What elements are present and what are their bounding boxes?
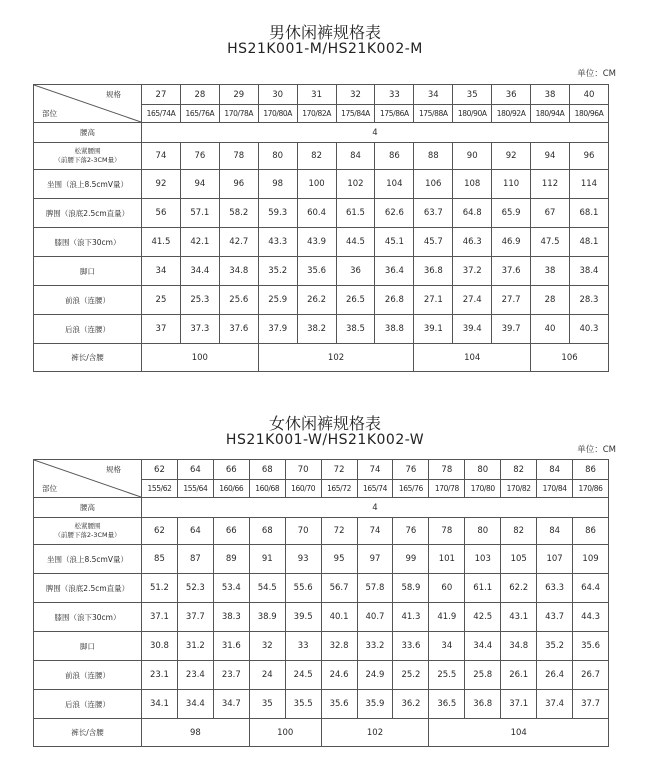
value-cell: 57.8 [357,574,393,603]
value-cell: 42.7 [219,228,258,257]
value-cell: 25.8 [465,661,501,690]
value-cell: 37.4 [537,690,573,719]
value-cell: 38.3 [213,603,249,632]
value-cell: 102 [336,170,375,199]
value-cell: 106 [414,170,453,199]
value-cell: 34.7 [213,690,249,719]
length-group-cell: 100 [142,344,259,372]
value-cell: 92 [142,170,181,199]
value-cell: 24.9 [357,661,393,690]
value-cell: 37 [142,315,181,344]
row-label: 前浪（连腰） [34,661,142,690]
value-cell: 37.1 [501,690,537,719]
size-header-cell: 27 [142,85,181,105]
length-group-cell: 100 [249,719,321,747]
value-cell: 35 [249,690,285,719]
size-header-cell: 80 [465,460,501,480]
value-cell: 37.1 [142,603,178,632]
value-cell: 61.1 [465,574,501,603]
value-cell: 90 [453,143,492,170]
row-label: 裤长/含腰 [34,344,142,372]
value-cell: 39.1 [414,315,453,344]
value-cell: 40.7 [357,603,393,632]
table-row [34,690,609,719]
value-cell: 34.4 [465,632,501,661]
value-cell: 24.5 [285,661,321,690]
value-cell: 39.4 [453,315,492,344]
value-cell: 36.8 [465,690,501,719]
value-cell: 108 [453,170,492,199]
value-cell: 23.7 [213,661,249,690]
size-code-cell: 165/76A [180,105,219,123]
value-cell: 43.3 [258,228,297,257]
value-cell: 72 [321,518,357,545]
value-cell: 46.3 [453,228,492,257]
size-header-cell: 30 [258,85,297,105]
corner-part-label: 部位 [42,484,57,493]
value-cell: 82 [501,518,537,545]
value-cell: 52.3 [177,574,213,603]
size-code-cell: 175/84A [336,105,375,123]
value-cell: 30.8 [142,632,178,661]
value-cell: 42.5 [465,603,501,632]
value-cell: 59.3 [258,199,297,228]
size-header-cell: 84 [537,460,573,480]
men-unit-label: 单位：CM [577,69,616,79]
value-cell: 74 [357,518,393,545]
value-cell: 34 [429,632,465,661]
row-label: 脾围（浪底2.5cm直量） [34,574,142,603]
value-cell: 87 [177,545,213,574]
size-code-cell: 180/90A [453,105,492,123]
value-cell: 25.2 [393,661,429,690]
value-cell: 26.1 [501,661,537,690]
value-cell: 41.3 [393,603,429,632]
value-cell: 107 [537,545,573,574]
value-cell: 40.1 [321,603,357,632]
value-cell: 68 [249,518,285,545]
value-cell: 58.2 [219,199,258,228]
value-cell: 40.3 [569,315,608,344]
value-cell: 37.7 [573,690,609,719]
value-cell: 66 [213,518,249,545]
men-chart-subtitle: HS21K001-M/HS21K002-M [227,41,423,57]
value-cell: 24 [249,661,285,690]
size-code-cell: 160/70 [285,480,321,498]
value-cell: 37.6 [219,315,258,344]
value-cell: 36.4 [375,257,414,286]
value-cell: 38.9 [249,603,285,632]
value-cell: 34.8 [219,257,258,286]
value-cell: 35.6 [297,257,336,286]
value-cell: 38.8 [375,315,414,344]
value-cell: 40 [531,315,570,344]
value-cell: 36.5 [429,690,465,719]
header-corner-cell [34,460,142,498]
value-cell: 45.7 [414,228,453,257]
size-header-cell: 86 [573,460,609,480]
table-row [34,603,609,632]
value-cell: 48.1 [569,228,608,257]
value-cell: 27.1 [414,286,453,315]
value-cell: 36.2 [393,690,429,719]
size-code-cell: 165/76 [393,480,429,498]
size-header-cell: 64 [177,460,213,480]
size-code-cell: 170/78 [429,480,465,498]
size-code-cell: 155/64 [177,480,213,498]
rise-value-cell: 4 [142,498,609,518]
size-header-cell: 72 [321,460,357,480]
value-cell: 37.6 [492,257,531,286]
size-code-cell: 180/94A [531,105,570,123]
women-unit-label: 单位：CM [577,445,616,455]
corner-part-label: 部位 [42,109,57,118]
length-group-cell: 104 [414,344,531,372]
size-code-cell: 165/74 [357,480,393,498]
value-cell: 67 [531,199,570,228]
value-cell: 25 [142,286,181,315]
value-cell: 89 [213,545,249,574]
size-header-cell: 40 [569,85,608,105]
row-label: 膝围（浪下30cm） [34,228,142,257]
value-cell: 101 [429,545,465,574]
size-header-cell: 76 [393,460,429,480]
size-code-cell: 170/80A [258,105,297,123]
value-cell: 32.8 [321,632,357,661]
value-cell: 23.1 [142,661,178,690]
value-cell: 65.9 [492,199,531,228]
value-cell: 56.7 [321,574,357,603]
value-cell: 60.4 [297,199,336,228]
value-cell: 25.5 [429,661,465,690]
row-label: 脾围（浪底2.5cm直量） [34,199,142,228]
value-cell: 93 [285,545,321,574]
value-cell: 34.4 [180,257,219,286]
value-cell: 91 [249,545,285,574]
size-header-cell: 74 [357,460,393,480]
table-row [34,286,609,315]
value-cell: 80 [465,518,501,545]
size-header-cell: 68 [249,460,285,480]
value-cell: 110 [492,170,531,199]
size-code-cell: 160/68 [249,480,285,498]
row-label: 膝围（浪下30cm） [34,603,142,632]
rise-value-cell: 4 [142,123,609,143]
table-row [34,545,609,574]
value-cell: 96 [569,143,608,170]
value-cell: 94 [531,143,570,170]
row-label: 腰高 [34,498,142,518]
size-header-cell: 32 [336,85,375,105]
value-cell: 35.9 [357,690,393,719]
size-code-cell: 170/84 [537,480,573,498]
value-cell: 44.3 [573,603,609,632]
value-cell: 37.9 [258,315,297,344]
value-cell: 62.6 [375,199,414,228]
size-header-cell: 28 [180,85,219,105]
value-cell: 63.3 [537,574,573,603]
value-cell: 97 [357,545,393,574]
value-cell: 34.8 [501,632,537,661]
header-corner-cell [34,85,142,123]
length-group-cell: 104 [429,719,609,747]
value-cell: 35.5 [285,690,321,719]
size-code-cell: 175/86A [375,105,414,123]
value-cell: 98 [258,170,297,199]
value-cell: 44.5 [336,228,375,257]
men-chart-title: 男休闲裤规格表 [268,23,381,42]
table-row [34,315,609,344]
value-cell: 38 [531,257,570,286]
value-cell: 58.9 [393,574,429,603]
table-row [34,574,609,603]
women-chart-title: 女休闲裤规格表 [268,414,381,433]
size-code-cell: 175/88A [414,105,453,123]
value-cell: 33.6 [393,632,429,661]
value-cell: 92 [492,143,531,170]
value-cell: 88 [414,143,453,170]
value-cell: 39.5 [285,603,321,632]
length-group-cell: 106 [531,344,609,372]
value-cell: 28 [531,286,570,315]
row-label: 脚口 [34,257,142,286]
row-label: 腰高 [34,123,142,143]
value-cell: 104 [375,170,414,199]
value-cell: 76 [393,518,429,545]
value-cell: 57.1 [180,199,219,228]
value-cell: 25.6 [219,286,258,315]
value-cell: 55.6 [285,574,321,603]
table-row [34,518,609,545]
value-cell: 43.9 [297,228,336,257]
size-code-cell: 180/96A [569,105,608,123]
value-cell: 35.2 [537,632,573,661]
women-chart-subtitle: HS21K001-W/HS21K002-W [225,432,425,448]
row-label: 松紧腰围 （前腰下落2-3CM量） [34,143,142,170]
size-header-cell: 38 [531,85,570,105]
value-cell: 84 [336,143,375,170]
size-header-cell: 36 [492,85,531,105]
value-cell: 41.9 [429,603,465,632]
value-cell: 36 [336,257,375,286]
length-group-cell: 98 [142,719,250,747]
value-cell: 38.2 [297,315,336,344]
value-cell: 37.3 [180,315,219,344]
value-cell: 78 [219,143,258,170]
value-cell: 33 [285,632,321,661]
value-cell: 34 [142,257,181,286]
size-code-cell: 170/82 [501,480,537,498]
size-header-cell: 66 [213,460,249,480]
value-cell: 26.2 [297,286,336,315]
women-size-table [33,459,609,747]
value-cell: 31.6 [213,632,249,661]
size-code-cell: 170/86 [573,480,609,498]
value-cell: 68.1 [569,199,608,228]
size-code-cell: 180/92A [492,105,531,123]
value-cell: 95 [321,545,357,574]
men-size-table [33,84,609,372]
value-cell: 31.2 [177,632,213,661]
size-code-cell: 165/72 [321,480,357,498]
size-code-cell: 170/80 [465,480,501,498]
value-cell: 84 [537,518,573,545]
value-cell: 27.4 [453,286,492,315]
value-cell: 38.4 [569,257,608,286]
value-cell: 56 [142,199,181,228]
value-cell: 37.2 [453,257,492,286]
table-row [34,199,609,228]
value-cell: 80 [258,143,297,170]
size-header-cell: 34 [414,85,453,105]
value-cell: 39.7 [492,315,531,344]
value-cell: 64.8 [453,199,492,228]
value-cell: 35.6 [573,632,609,661]
row-label: 松紧腰围 （前腰下落2-3CM量） [34,518,142,545]
value-cell: 37.7 [177,603,213,632]
length-group-cell: 102 [321,719,429,747]
value-cell: 74 [142,143,181,170]
value-cell: 43.7 [537,603,573,632]
value-cell: 25.3 [180,286,219,315]
value-cell: 109 [573,545,609,574]
value-cell: 36.8 [414,257,453,286]
value-cell: 26.7 [573,661,609,690]
value-cell: 45.1 [375,228,414,257]
value-cell: 32 [249,632,285,661]
table-row [34,170,609,199]
value-cell: 51.2 [142,574,178,603]
value-cell: 64 [177,518,213,545]
value-cell: 43.1 [501,603,537,632]
size-code-cell: 155/62 [142,480,178,498]
size-header-cell: 70 [285,460,321,480]
value-cell: 82 [297,143,336,170]
value-cell: 23.4 [177,661,213,690]
value-cell: 100 [297,170,336,199]
size-header-cell: 31 [297,85,336,105]
value-cell: 94 [180,170,219,199]
value-cell: 46.9 [492,228,531,257]
value-cell: 27.7 [492,286,531,315]
value-cell: 78 [429,518,465,545]
row-label: 前浪（连腰） [34,286,142,315]
value-cell: 34.1 [142,690,178,719]
size-header-cell: 33 [375,85,414,105]
value-cell: 34.4 [177,690,213,719]
value-cell: 70 [285,518,321,545]
corner-spec-label: 规格 [106,90,121,99]
corner-spec-label: 规格 [106,465,121,474]
value-cell: 76 [180,143,219,170]
value-cell: 26.5 [336,286,375,315]
value-cell: 96 [219,170,258,199]
value-cell: 41.5 [142,228,181,257]
row-label: 后浪（连腰） [34,315,142,344]
value-cell: 47.5 [531,228,570,257]
size-code-cell: 170/78A [219,105,258,123]
value-cell: 60 [429,574,465,603]
value-cell: 112 [531,170,570,199]
value-cell: 26.8 [375,286,414,315]
row-label: 后浪（连腰） [34,690,142,719]
table-row [34,228,609,257]
size-header-cell: 29 [219,85,258,105]
value-cell: 105 [501,545,537,574]
value-cell: 54.5 [249,574,285,603]
table-row [34,661,609,690]
value-cell: 103 [465,545,501,574]
row-label: 坐围（浪上8.5cmV量） [34,170,142,199]
size-code-cell: 165/74A [142,105,181,123]
value-cell: 26.4 [537,661,573,690]
table-row [34,632,609,661]
value-cell: 114 [569,170,608,199]
value-cell: 53.4 [213,574,249,603]
value-cell: 85 [142,545,178,574]
size-header-cell: 82 [501,460,537,480]
row-label: 坐围（浪上8.5cmV量） [34,545,142,574]
value-cell: 64.4 [573,574,609,603]
value-cell: 99 [393,545,429,574]
value-cell: 24.6 [321,661,357,690]
value-cell: 63.7 [414,199,453,228]
value-cell: 86 [573,518,609,545]
value-cell: 62.2 [501,574,537,603]
size-code-cell: 170/82A [297,105,336,123]
size-header-cell: 78 [429,460,465,480]
row-label: 脚口 [34,632,142,661]
value-cell: 33.2 [357,632,393,661]
value-cell: 62 [142,518,178,545]
length-group-cell: 102 [258,344,414,372]
value-cell: 25.9 [258,286,297,315]
table-row [34,257,609,286]
value-cell: 35.2 [258,257,297,286]
size-code-cell: 160/66 [213,480,249,498]
size-header-cell: 62 [142,460,178,480]
table-row [34,143,609,170]
value-cell: 86 [375,143,414,170]
value-cell: 42.1 [180,228,219,257]
size-header-cell: 35 [453,85,492,105]
value-cell: 35.6 [321,690,357,719]
value-cell: 38.5 [336,315,375,344]
value-cell: 28.3 [569,286,608,315]
row-label: 裤长/含腰 [34,719,142,747]
value-cell: 61.5 [336,199,375,228]
